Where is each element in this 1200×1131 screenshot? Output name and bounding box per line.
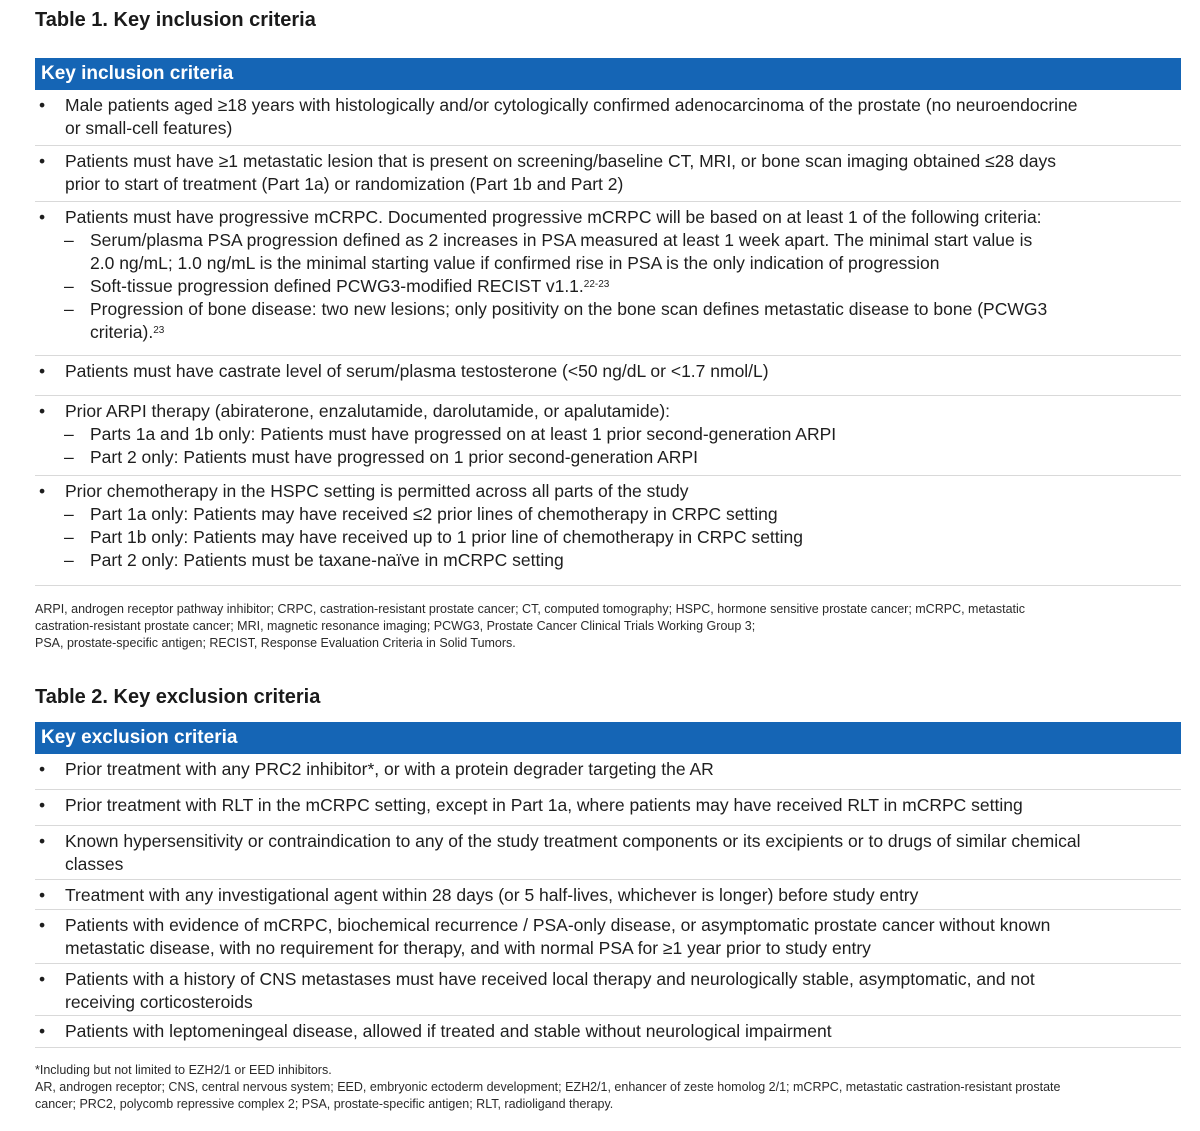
criterion-text: Patients must have castrate level of serum/plasma testosterone (<50 ng/dL or <1.7 nmol/L) [65,361,769,381]
sub-criterion-item [35,275,1181,298]
criterion-text: Prior ARPI therapy (abiraterone, enzalutamide, darolutamide, or apalutamide): [65,401,671,421]
bullet-icon: • [39,207,46,227]
sub-criterion-item [35,423,1181,446]
criterion-text: Soft-tissue progression defined PCWG3-modified RECIST v1.1. [90,276,584,296]
criterion-continuation [35,252,1181,275]
bullet-icon: • [39,1021,46,1041]
reference-superscript: 23 [153,325,165,336]
criteria-row [35,964,1181,1016]
criterion-text: Treatment with any investigational agent within 28 days (or 5 half-lives, whichever is longer) before study entry [65,885,919,905]
sub-criterion-item [35,446,1181,469]
table1-title: Table 1. Key inclusion criteria [35,9,316,31]
criteria-row [35,396,1181,476]
criterion-text: or small-cell features) [65,118,233,138]
footnote-line: cancer; PRC2, polycomb repressive complex 2; PSA, prostate-specific antigen; RLT, radioligand therapy. [35,1097,614,1111]
dash-icon: – [64,424,74,444]
criterion-text: Prior treatment with RLT in the mCRPC setting, except in Part 1a, where patients may have received RLT in mCRPC setting [65,795,1023,815]
criteria-row [35,356,1181,396]
criterion-text: Patients with leptomeningeal disease, allowed if treated and stable without neurological impairment [65,1021,832,1041]
criterion-item [35,830,1181,853]
bullet-icon: • [39,969,46,989]
criterion-continuation [35,173,1181,196]
criterion-item [35,360,1181,383]
sub-criterion-item [35,298,1181,321]
criterion-text: Patients must have ≥1 metastatic lesion that is present on screening/baseline CT, MRI, or bone scan imaging obtained ≤28 days [65,151,1056,171]
criterion-text: receiving corticosteroids [65,992,253,1012]
criterion-continuation [35,991,1181,1014]
inclusion-table-header: Key inclusion criteria [35,58,1181,90]
criterion-item [35,1020,1181,1043]
bullet-icon: • [39,95,46,115]
footnote-line: ARPI, androgen receptor pathway inhibitor; CRPC, castration-resistant prostate cancer; CT, computed tomography; HSPC, hormone sensitive prostate cancer; mCRPC, metastatic [35,602,1026,616]
criterion-text: Part 2 only: Patients must have progressed on 1 prior second-generation ARPI [90,447,698,467]
criteria-row [35,910,1181,964]
criterion-item [35,400,1181,423]
criterion-item [35,94,1181,117]
criterion-text: Serum/plasma PSA progression defined as 2 increases in PSA measured at least 1 week apart. The minimal start value is [90,230,1033,250]
footnote-line: *Including but not limited to EZH2/1 or EED inhibitors. [35,1063,332,1077]
table2-title: Table 2. Key exclusion criteria [35,686,321,708]
criterion-text: Prior chemotherapy in the HSPC setting is permitted across all parts of the study [65,481,689,501]
bullet-icon: • [39,795,46,815]
inclusion-footnote [35,601,1025,652]
exclusion-table-header: Key exclusion criteria [35,722,1181,754]
inclusion-table [35,58,1181,586]
criterion-text: Patients must have progressive mCRPC. Documented progressive mCRPC will be based on at least 1 of the following criteria: [65,207,1042,227]
sub-criterion-item [35,549,1181,572]
dash-icon: – [64,504,74,524]
criteria-row [35,476,1181,586]
criterion-item [35,480,1181,503]
footnote-line: PSA, prostate-specific antigen; RECIST, Response Evaluation Criteria in Solid Tumors. [35,636,516,650]
criterion-text: classes [65,854,124,874]
exclusion-table [35,722,1181,1048]
criterion-item [35,150,1181,173]
criteria-row [35,880,1181,910]
criterion-item [35,794,1181,817]
criteria-row [35,826,1181,880]
criterion-text: criteria). [90,322,154,342]
criteria-row [35,202,1181,356]
sub-criterion-item [35,503,1181,526]
criterion-text: Patients with evidence of mCRPC, biochemical recurrence / PSA-only disease, or asymptomatic prostate cancer without known [65,915,1051,935]
bullet-icon: • [39,759,46,779]
criteria-row [35,90,1181,146]
criterion-text: Parts 1a and 1b only: Patients must have progressed on at least 1 prior second-generation ARPI [90,424,837,444]
reference-superscript: 22-23 [583,279,610,290]
criterion-text: Part 1a only: Patients may have received ≤2 prior lines of chemotherapy in CRPC setting [90,504,778,524]
criterion-continuation [35,853,1181,876]
dash-icon: – [64,299,74,319]
criterion-text: Known hypersensitivity or contraindication to any of the study treatment components or its excipients or to drugs of similar chemical [65,831,1081,851]
criterion-text: metastatic disease, with no requirement for therapy, and with normal PSA for ≥1 year prior to study entry [65,938,871,958]
criterion-text: Patients with a history of CNS metastases must have received local therapy and neurologically stable, asymptomatic, and not [65,969,1035,989]
criterion-text: Part 2 only: Patients must be taxane-naïve in mCRPC setting [90,550,564,570]
criterion-text: Progression of bone disease: two new lesions; only positivity on the bone scan defines metastatic disease to bone (PCWG3 [90,299,1048,319]
criterion-text: prior to start of treatment (Part 1a) or randomization (Part 1b and Part 2) [65,174,624,194]
bullet-icon: • [39,481,46,501]
bullet-icon: • [39,831,46,851]
footnote-line: AR, androgen receptor; CNS, central nervous system; EED, embryonic ectoderm development; EZH2/1, enhancer of zeste homolog 2/1; mCRPC, metastatic castration-resistant prostate [35,1080,1061,1094]
criteria-row [35,1016,1181,1048]
criterion-continuation [35,937,1181,960]
criterion-text: Prior treatment with any PRC2 inhibitor*, or with a protein degrader targeting the AR [65,759,714,779]
bullet-icon: • [39,885,46,905]
bullet-icon: • [39,151,46,171]
exclusion-table-body [35,754,1181,1048]
criterion-text: Part 1b only: Patients may have received up to 1 prior line of chemotherapy in CRPC setting [90,527,804,547]
criterion-text: Male patients aged ≥18 years with histologically and/or cytologically confirmed adenocarcinoma of the prostate (no neuroendocrine [65,95,1078,115]
criteria-row [35,146,1181,202]
bullet-icon: • [39,401,46,421]
criterion-item [35,968,1181,991]
dash-icon: – [64,447,74,467]
criterion-continuation [35,321,1181,344]
criterion-text: 2.0 ng/mL; 1.0 ng/mL is the minimal starting value if confirmed rise in PSA is the only indication of progression [90,253,940,273]
dash-icon: – [64,230,74,250]
bullet-icon: • [39,915,46,935]
criteria-row [35,754,1181,790]
dash-icon: – [64,276,74,296]
dash-icon: – [64,527,74,547]
footnote-line: castration-resistant prostate cancer; MRI, magnetic resonance imaging; PCWG3, Prostate Cancer Clinical Trials Working Group 3; [35,619,756,633]
bullet-icon: • [39,361,46,381]
sub-criterion-item [35,526,1181,549]
dash-icon: – [64,550,74,570]
criteria-row [35,790,1181,826]
criterion-item [35,884,1181,907]
criterion-item [35,914,1181,937]
exclusion-footnote [35,1062,1060,1113]
criterion-item [35,206,1181,229]
criterion-continuation [35,117,1181,140]
sub-criterion-item [35,229,1181,252]
criterion-item [35,758,1181,781]
inclusion-table-body [35,90,1181,586]
